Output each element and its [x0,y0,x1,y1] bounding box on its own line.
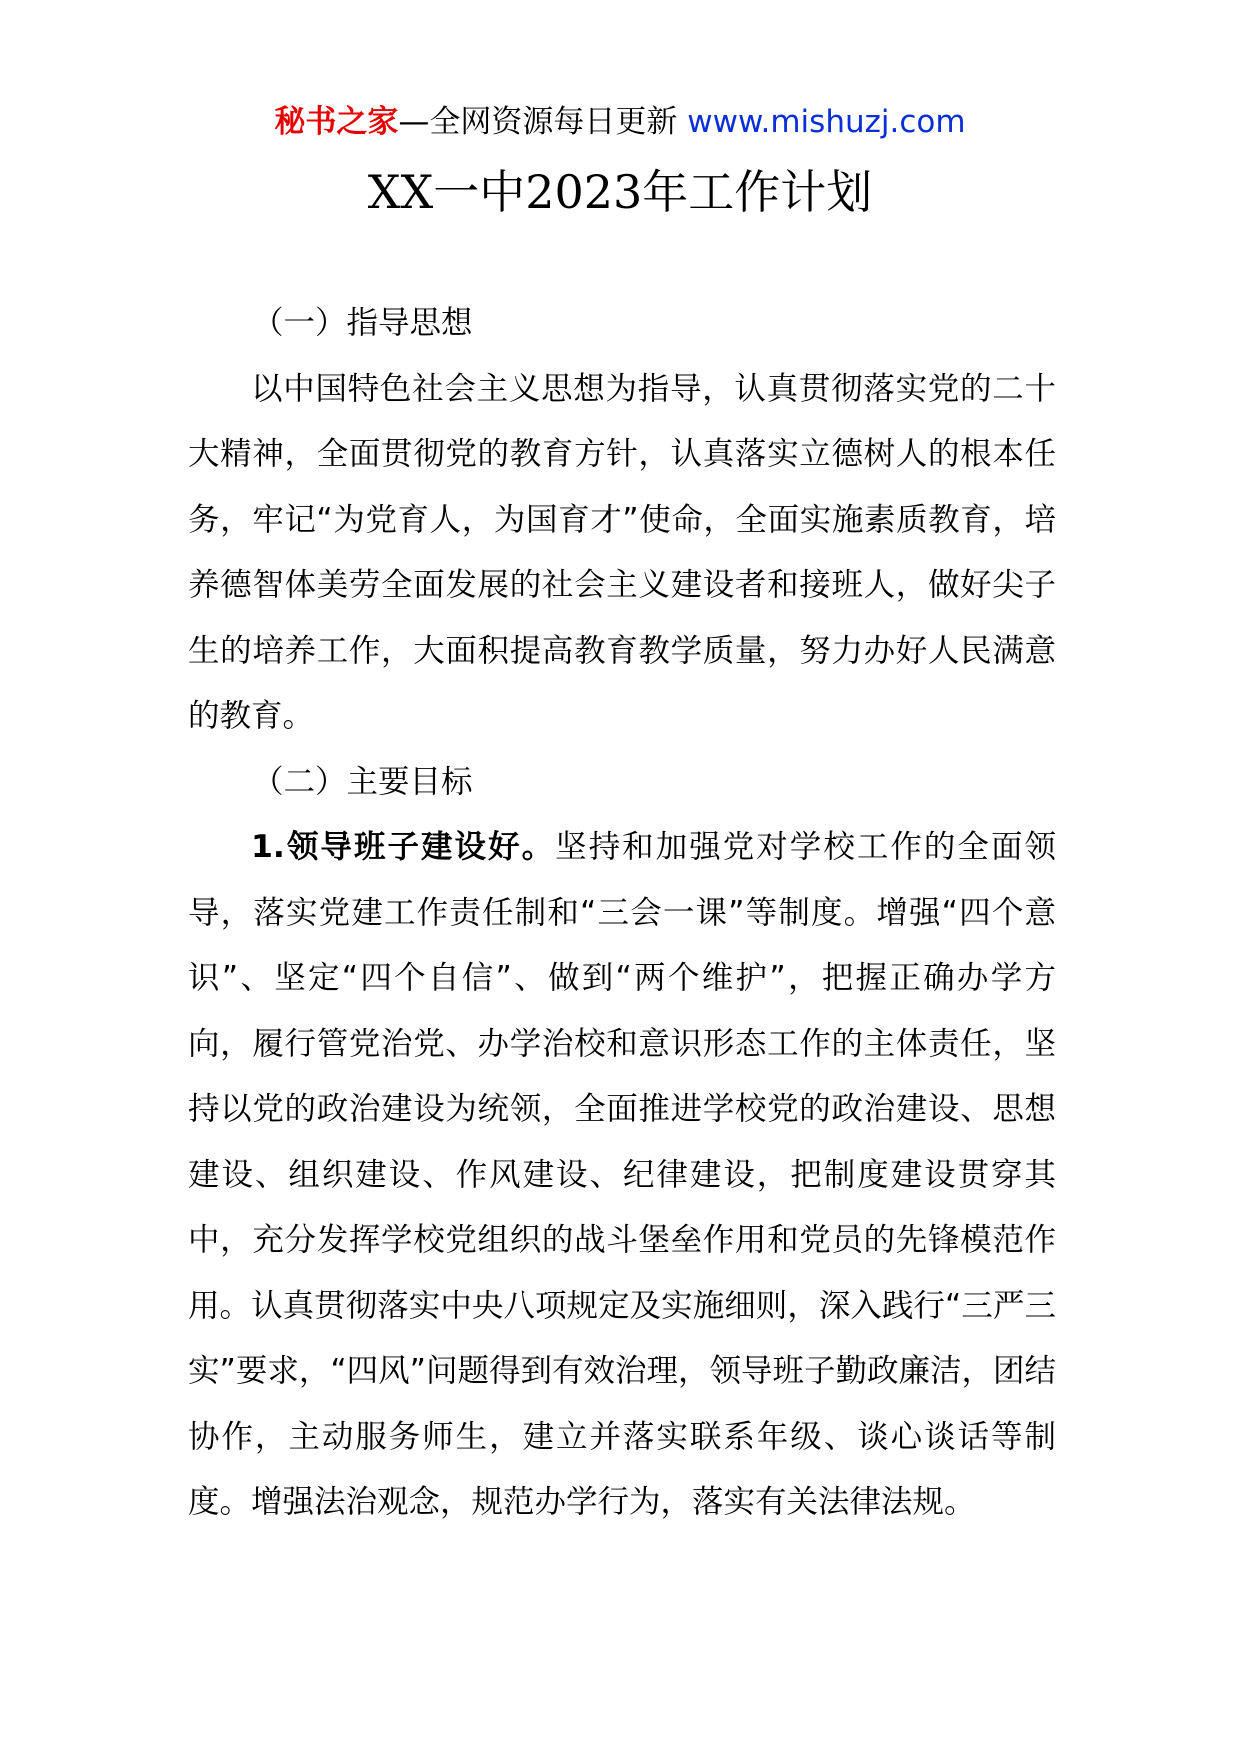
section-heading-main-goals: （二）主要目标 [252,763,473,800]
paragraph-lead-title: 1.领导班子建设好。 [251,829,556,865]
brand-slogan: —全网资源每日更新 [398,104,678,140]
paragraph-guiding-ideology [188,357,1056,750]
document-body [188,291,1056,1536]
site-url-link[interactable]: www.mishuzj.com [687,104,966,140]
site-header [0,100,1240,144]
paragraph-text: 坚持和加强党对学校工作的全面领导，落实党建工作责任制和“三会一课”等制度。增强“四个意识”、坚定“四个自信”、做到“两个维护”，把握正确办学方向，履行管党治党、办学治校和意识形态工作的主体责任，坚持以党的政治建设为统领，全面推进学校党的政治建设、思想建设、组织建设、作风建设、纪律建设，把制度建设贯穿其中，充分发挥学校党组织的战斗堡垒作用和党员的先锋模范作用。认真贯彻落实中央八项规定及实施细则，深入践行“三严三实”要求，“四风”问题得到有效治理，领导班子勤政廉洁，团结协作，主动服务师生，建立并落实联系年级、谈心谈话等制度。增强法治观念，规范办学行为，落实有关法律法规。 [188,829,1056,1520]
paragraph-text: 以中国特色社会主义思想为指导，认真贯彻落实党的二十大精神，全面贯彻党的教育方针，认真落实立德树人的根本任务，牢记“为党育人，为国育才”使命，全面实施素质教育，培养德智体美劳全面发展的社会主义建设者和接班人，做好尖子生的培养工作，大面积提高教育教学质量，努力办好人民满意的教育。 [188,370,1056,734]
paragraph-leadership-team [188,815,1056,1536]
brand-name: 秘书之家 [274,104,399,140]
document-title: XX一中2023年工作计划 [367,165,873,219]
section-heading-guiding-ideology: （一）指导思想 [252,305,473,341]
